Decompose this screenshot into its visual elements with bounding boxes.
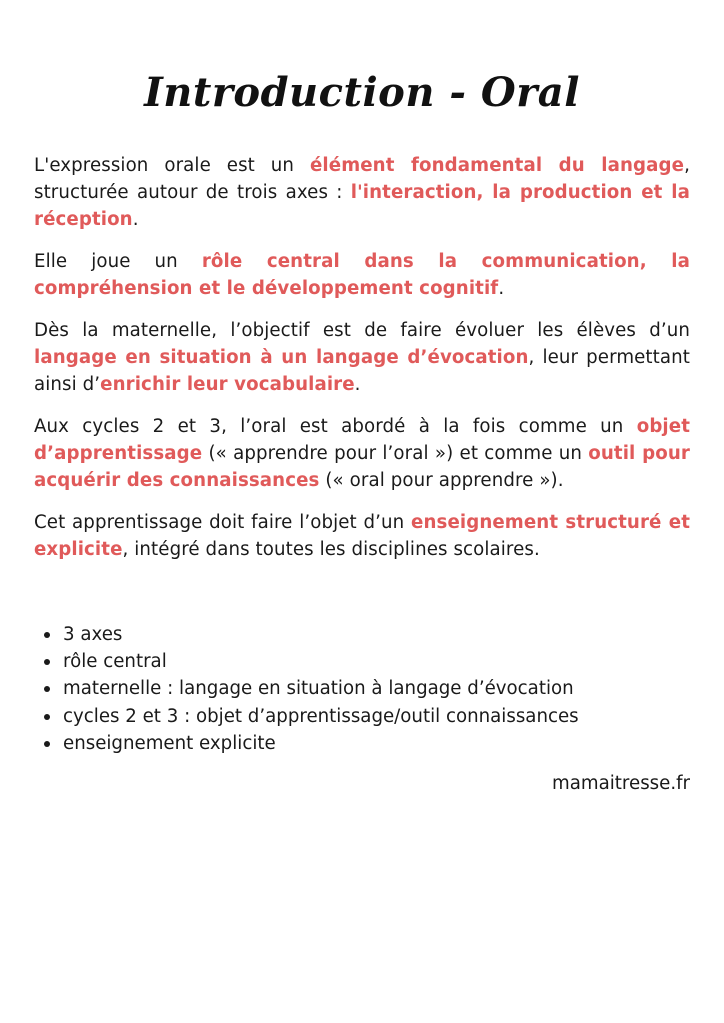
highlighted-text: langage en situation à un langage d’évocation [34,347,529,368]
text-segment: . [498,278,505,299]
body-text [34,152,690,578]
text-segment: L'expression orale est un [34,155,310,176]
text-segment: , structurée autour de trois axes : [34,155,690,203]
list-item: maternelle : langage en situation à langage d’évocation [63,675,690,702]
paragraph-1 [34,152,690,233]
list-item: enseignement explicite [63,730,690,757]
text-segment: , intégré dans toutes les disciplines scolaires. [122,539,540,560]
highlighted-text: élément fondamental du langage [309,155,685,176]
site-credit: mamaitresse.fr [552,773,690,794]
text-segment: . [354,374,361,395]
paragraph-2 [34,248,690,302]
paragraph-4 [34,413,690,494]
paragraph-3 [34,317,690,398]
list-item: cycles 2 et 3 : objet d’apprentissage/outil connaissances [63,703,690,730]
paragraph-5 [34,509,690,563]
highlighted-text: enseignement structuré et explicite [34,512,690,560]
page-title: Introduction - Oral [144,68,580,116]
text-segment: . [132,209,139,230]
highlighted-text: enrichir leur vocabulaire [100,374,355,395]
highlighted-text: outil pour acquérir des connaissances [34,443,691,491]
summary-list [34,621,690,757]
text-segment: Cet apprentissage doit faire l’objet d’un [34,512,412,533]
text-segment: , leur permettant ainsi d’ [34,347,690,395]
highlighted-text: l'interaction, la production et la réception [34,182,690,230]
list-item: rôle central [63,648,690,675]
text-segment: (« apprendre pour l’oral ») et comme un [202,443,589,464]
text-segment: Elle joue un [34,251,202,272]
text-segment: Dès la maternelle, l’objectif est de faire évoluer les élèves d’un [34,320,690,341]
text-segment: Aux cycles 2 et 3, l’oral est abordé à la fois comme un [34,416,637,437]
highlighted-text: rôle central dans la communication, la compréhension et le développement cognitif [34,251,691,299]
highlighted-text: objet d’apprentissage [34,416,690,464]
list-item: 3 axes [63,621,690,648]
text-segment: (« oral pour apprendre »). [319,470,564,491]
